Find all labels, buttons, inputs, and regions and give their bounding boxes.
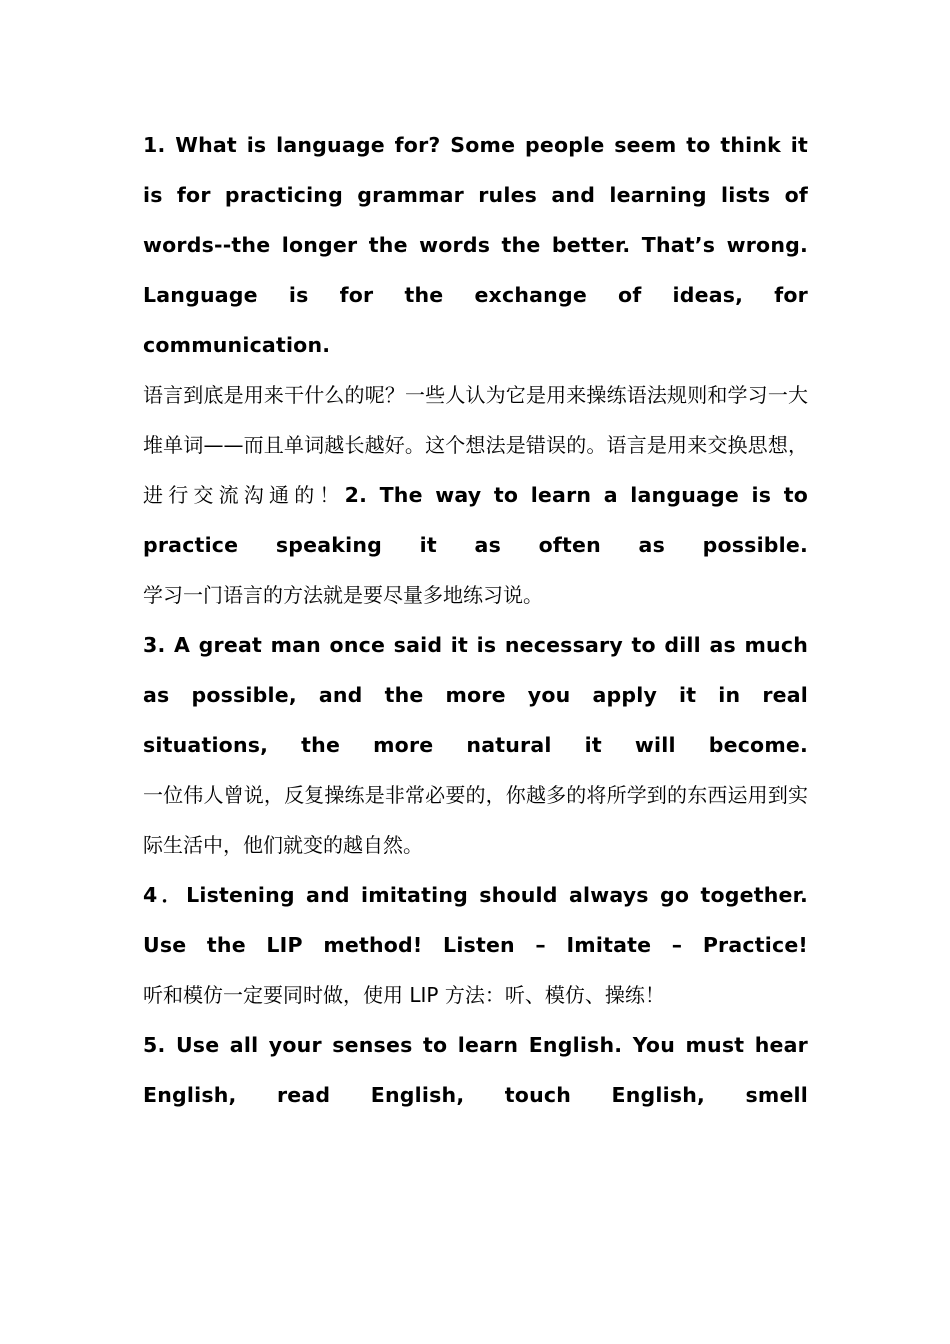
page-body (143, 120, 808, 1120)
paragraph-5-english: 5. Use all your senses to learn English. You must hear English, read English, touch English, smell (143, 1033, 808, 1107)
paragraph-1-chinese: 语言到底是用来干什么的呢？一些人认为它是用来操练语法规则和学习一大堆单词——而且单词越长越好。这个想法是错误的。语言是用来交换思想，进行交流沟通的！ (143, 383, 808, 507)
paragraph-4-english: 4．Listening and imitating should always go together. Use the LIP method! Listen – Imitate – Practice! (143, 883, 808, 957)
paragraph-1-chinese-and-2-english (143, 370, 808, 570)
paragraph-4-chinese: 听和模仿一定要同时做，使用 LIP 方法：听、模仿、操练！ (143, 983, 665, 1007)
paragraph-2-english: 2. The way to learn a language is to practice speaking it as often as possible. (143, 483, 809, 557)
paragraph-3-english: 3. A great man once said it is necessary to dill as much as possible, and the more you apply it in real situations, the more natural it will become. (143, 633, 808, 757)
paragraph-1-english: 1. What is language for? Some people seem to think it is for practicing grammar rules and learning lists of words--the longer the words the better. That’s wrong. Language is for the exchange of ideas, for communication. (143, 133, 808, 357)
paragraph-3-chinese: 一位伟人曾说，反复操练是非常必要的，你越多的将所学到的东西运用到实际生活中，他们就变的越自然。 (143, 783, 808, 857)
paragraph-2-chinese: 学习一门语言的方法就是要尽量多地练习说。 (143, 583, 543, 607)
